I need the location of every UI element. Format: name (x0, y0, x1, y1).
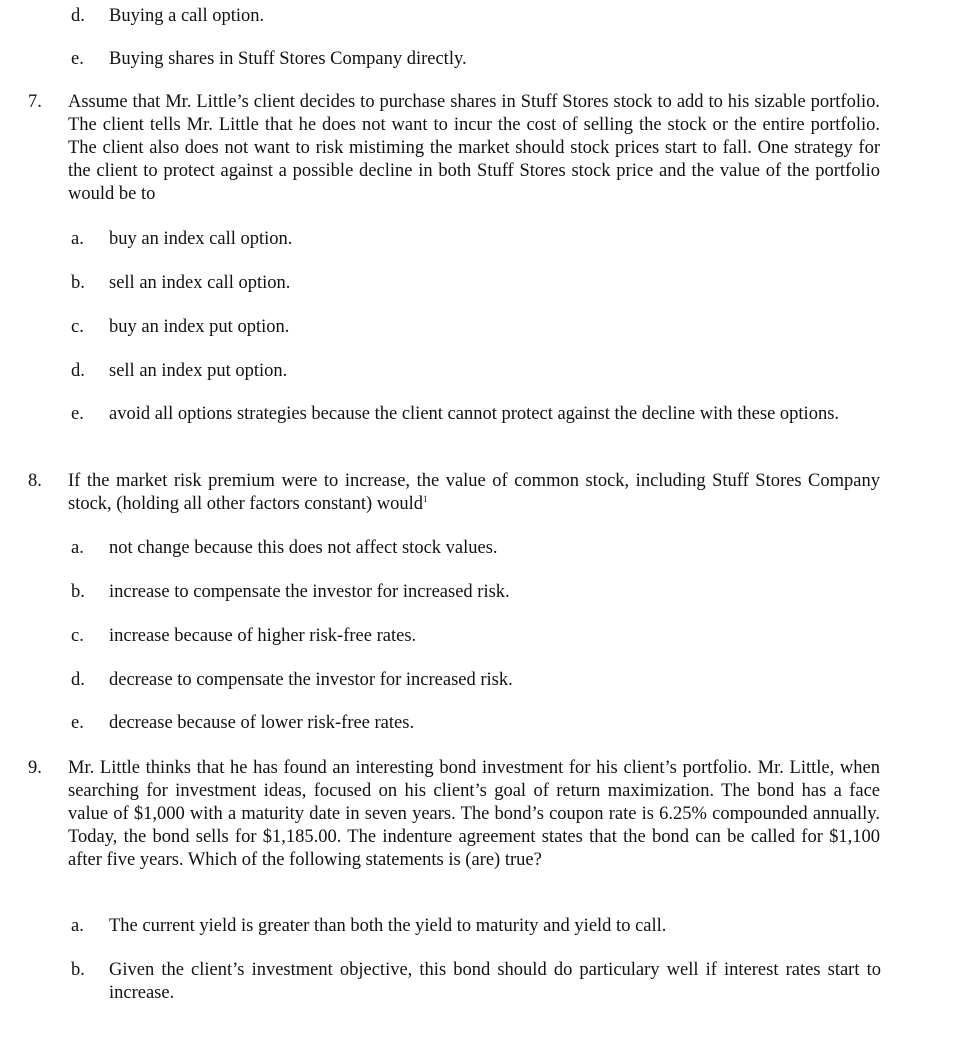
option-text: Buying shares in Stuff Stores Company directly. (109, 49, 467, 69)
option-letter: a. (71, 538, 84, 558)
option-letter: b. (71, 273, 85, 293)
option-letter: d. (71, 6, 85, 26)
option-letter: e. (71, 713, 84, 733)
question-text-body: If the market risk premium were to increase, the value of common stock, including Stuff Stores Company stock, (holding all other factors constant) would (68, 471, 880, 514)
question-8-option-b (0, 581, 976, 605)
question-9-option-b (0, 959, 976, 1007)
question-7-option-d (0, 360, 976, 384)
option-text: sell an index call option. (109, 273, 291, 293)
option-text: buy an index put option. (109, 317, 290, 337)
question-9 (0, 757, 976, 897)
question-7-option-a (0, 228, 976, 252)
prev-option-e (0, 48, 976, 72)
question-9-option-a (0, 915, 976, 939)
question-8-option-c (0, 625, 976, 649)
question-number: 8. (28, 471, 42, 491)
question-number: 7. (28, 92, 42, 112)
option-text: Buying a call option. (109, 6, 265, 26)
footnote-mark: 1 (423, 493, 428, 504)
option-text: decrease to compensate the investor for increased risk. (109, 670, 513, 690)
option-letter: c. (71, 626, 84, 646)
question-text: Assume that Mr. Little’s client decides to purchase shares in Stuff Stores stock to add to his sizable portfolio. The client tells Mr. Little that he does not want to incur the cost of selling the stock or the entire portfolio. The client also does not want to risk mistiming the market should stock prices start to fall. One strategy for the client to protect against a possible decline in both Stuff Stores stock price and the value of the portfolio would be to (68, 92, 880, 204)
question-7-option-c (0, 316, 976, 340)
question-8 (0, 470, 976, 518)
question-text (68, 470, 880, 516)
option-text: not change because this does not affect stock values. (109, 538, 498, 558)
prev-option-d (0, 5, 976, 29)
option-text: increase because of higher risk-free rates. (109, 626, 417, 646)
option-letter: a. (71, 229, 84, 249)
option-text: decrease because of lower risk-free rates. (109, 713, 415, 733)
option-text: Given the client’s investment objective, this bond should do particulary well if interest rates start to increase. (109, 960, 881, 1003)
question-number: 9. (28, 758, 42, 778)
option-letter: b. (71, 582, 85, 602)
question-7 (0, 91, 976, 206)
option-letter: b. (71, 960, 85, 980)
option-text: sell an index put option. (109, 361, 288, 381)
question-7-option-b (0, 272, 976, 296)
question-text: Mr. Little thinks that he has found an interesting bond investment for his client’s portfolio. Mr. Little, when searching for investment ideas, focused on his client’s goal of return maximization. The bond has a face value of $1,000 with a maturity date in seven years. The bond’s coupon rate is 6.25% compounded annually. Today, the bond sells for $1,185.00. The indenture agreement states that the bond can be called for $1,100 after five years. Which of the following statements is (are) true? (68, 758, 880, 870)
option-text: buy an index call option. (109, 229, 293, 249)
option-letter: a. (71, 916, 84, 936)
question-8-option-e (0, 712, 976, 736)
option-letter: e. (71, 404, 84, 424)
question-7-option-e (0, 403, 976, 451)
option-letter: e. (71, 49, 84, 69)
option-letter: d. (71, 670, 85, 690)
option-text: avoid all options strategies because the client cannot protect against the decline with these options. (109, 404, 840, 424)
question-8-option-a (0, 537, 976, 561)
option-letter: d. (71, 361, 85, 381)
option-text: increase to compensate the investor for increased risk. (109, 582, 510, 602)
question-8-option-d (0, 669, 976, 693)
option-text: The current yield is greater than both the yield to maturity and yield to call. (109, 916, 667, 936)
option-letter: c. (71, 317, 84, 337)
